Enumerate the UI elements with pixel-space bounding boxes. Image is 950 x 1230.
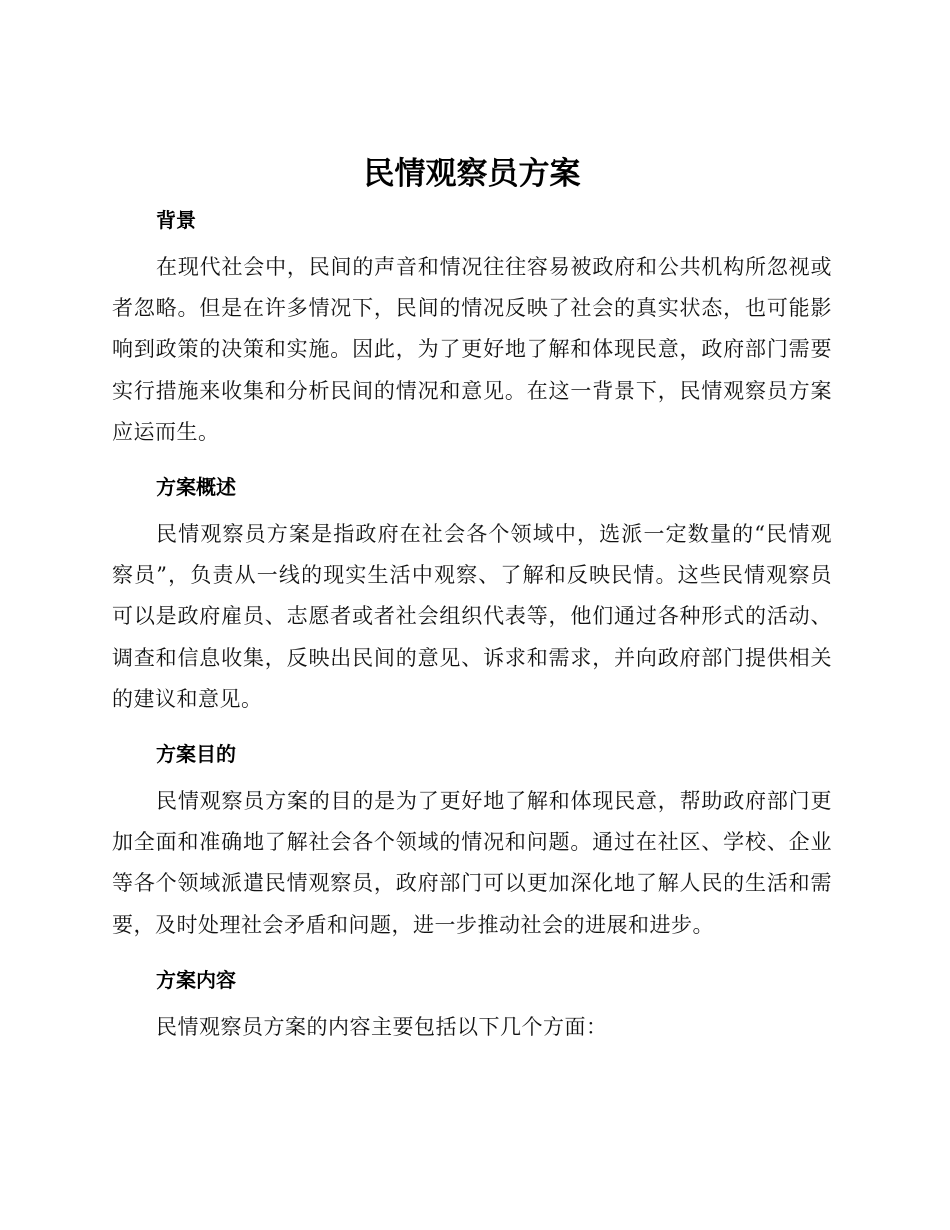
- section-paragraph: 民情观察员方案是指政府在社会各个领域中，选派一定数量的“民情观察员”，负责从一线的现实生活中观察、了解和反映民情。这些民情观察员可以是政府雇员、志愿者或者社会组织代表等，他们通过各种形式的活动、调查和信息收集，反映出民间的意见、诉求和需求，并向政府部门提供相关的建议和意见。: [112, 522, 832, 711]
- section-paragraph: 在现代社会中，民间的声音和情况往往容易被政府和公共机构所忽视或者忽略。但是在许多情况下，民间的情况反映了社会的真实状态，也可能影响到政策的决策和实施。因此，为了更好地了解和体现民意，政府部门需要实行措施来收集和分析民间的情况和意见。在这一背景下，民情观察员方案应运而生。: [112, 255, 832, 444]
- section-paragraph: 民情观察员方案的内容主要包括以下几个方面：: [156, 1014, 608, 1039]
- spacer: [112, 768, 832, 781]
- spacer: [112, 946, 832, 966]
- section-overview: [112, 473, 832, 720]
- section-heading: 背景: [156, 208, 196, 232]
- spacer: [112, 720, 832, 740]
- spacer: [112, 501, 832, 514]
- section-heading: 方案目的: [156, 742, 236, 767]
- section-purpose: [112, 740, 832, 946]
- document-body: [112, 152, 832, 1048]
- document-title: 民情观察员方案: [363, 156, 581, 192]
- section-paragraph: 民情观察员方案的目的是为了更好地了解和体现民意，帮助政府部门更加全面和准确地了解社会各个领域的情况和问题。通过在社区、学校、企业等各个领域派遣民情观察员，政府部门可以更加深化地了解人民的生活和需要，及时处理社会矛盾和问题，进一步推动社会的进展和进步。: [112, 789, 832, 937]
- spacer: [112, 994, 832, 1007]
- spacer: [112, 196, 832, 206]
- section-background: [112, 206, 832, 453]
- section-content: [112, 966, 832, 1048]
- spacer: [112, 453, 832, 473]
- section-heading: 方案概述: [156, 475, 236, 500]
- spacer: [112, 234, 832, 247]
- section-heading: 方案内容: [156, 967, 236, 992]
